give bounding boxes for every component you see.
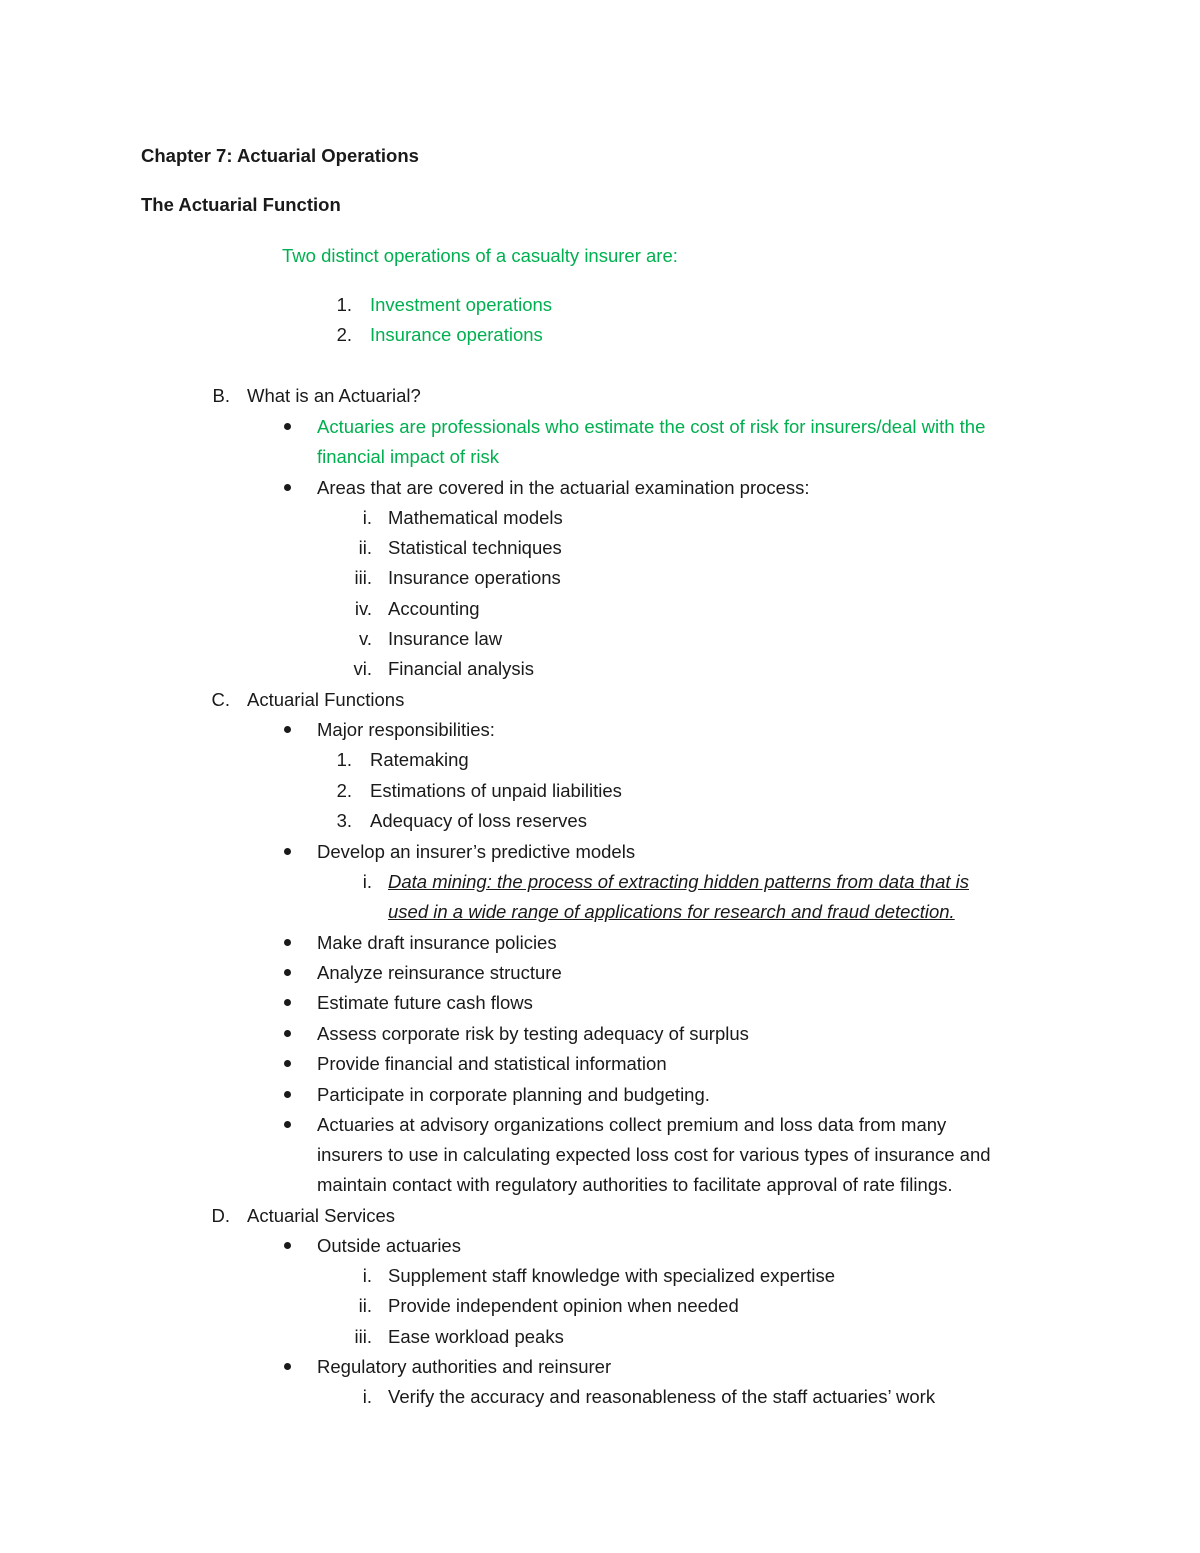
bullet-icon (284, 1363, 291, 1370)
list-item: Insurance operations (370, 324, 543, 345)
section-heading: Actuarial Functions (247, 689, 405, 710)
list-item: Insurance law (388, 628, 503, 649)
list-item: Insurance operations (388, 567, 561, 588)
list-item: maintain contact with regulatory authorities to facilitate approval of rate filings. (317, 1174, 953, 1195)
list-item: Estimations of unpaid liabilities (370, 780, 622, 801)
list-item: Actuaries are professionals who estimate the cost of risk for insurers/deal with the (317, 416, 986, 437)
bullet-icon (284, 1091, 291, 1098)
chapter-title: Chapter 7: Actuarial Operations (141, 145, 419, 166)
list-item: Supplement staff knowledge with specialized expertise (388, 1265, 835, 1286)
list-marker: i. (362, 1386, 372, 1407)
list-item: Mathematical models (388, 507, 563, 528)
list-item: Outside actuaries (317, 1235, 461, 1256)
section-heading: Actuarial Services (247, 1205, 396, 1226)
list-item: Ratemaking (370, 749, 469, 770)
bullet-icon (284, 1030, 291, 1037)
bullet-icon (284, 423, 291, 430)
intro-text: Two distinct operations of a casualty insurer are: (282, 245, 678, 266)
section-marker: D. (211, 1205, 230, 1226)
list-marker: iv. (354, 598, 372, 619)
section-marker: B. (212, 385, 230, 406)
section-marker: C. (211, 689, 230, 710)
list-item: Regulatory authorities and reinsurer (317, 1356, 612, 1377)
list-item: Provide financial and statistical information (317, 1053, 667, 1074)
list-marker: i. (362, 1265, 372, 1286)
list-item: Assess corporate risk by testing adequacy of surplus (317, 1023, 749, 1044)
list-marker: i. (362, 507, 372, 528)
list-marker: 3. (336, 810, 352, 831)
bullet-icon (284, 1060, 291, 1067)
list-marker: vi. (353, 658, 372, 679)
list-item: Ease workload peaks (388, 1326, 564, 1347)
list-marker: i. (362, 871, 372, 892)
bullet-icon (284, 848, 291, 855)
list-item: Financial analysis (388, 658, 535, 679)
list-marker: 1. (336, 749, 352, 770)
list-item: Analyze reinsurance structure (317, 962, 562, 983)
definition-text: used in a wide range of applications for research and fraud detection. (388, 901, 955, 922)
list-item: Provide independent opinion when needed (388, 1295, 739, 1316)
list-item: Make draft insurance policies (317, 932, 557, 953)
list-marker: 2. (336, 324, 352, 345)
bullet-icon (284, 726, 291, 733)
list-item: Areas that are covered in the actuarial examination process: (317, 477, 810, 498)
section-title: The Actuarial Function (141, 194, 341, 215)
list-marker: iii. (354, 1326, 372, 1347)
list-item: Develop an insurer’s predictive models (317, 841, 636, 862)
list-item: Actuaries at advisory organizations collect premium and loss data from many (317, 1114, 947, 1135)
list-item: financial impact of risk (317, 446, 499, 467)
bullet-icon (284, 1121, 291, 1128)
bullet-icon (284, 999, 291, 1006)
bullet-icon (284, 484, 291, 491)
section-heading: What is an Actuarial? (247, 385, 421, 406)
list-item: Verify the accuracy and reasonableness of the staff actuaries’ work (388, 1386, 936, 1407)
list-marker: ii. (358, 537, 372, 558)
list-marker: 2. (336, 780, 352, 801)
list-item: Estimate future cash flows (317, 992, 533, 1013)
list-item: Adequacy of loss reserves (370, 810, 587, 831)
list-marker: iii. (354, 567, 372, 588)
list-item: insurers to use in calculating expected loss cost for various types of insurance and (317, 1144, 991, 1165)
list-marker: 1. (336, 294, 352, 315)
bullet-icon (284, 1242, 291, 1249)
list-item: Accounting (388, 598, 480, 619)
definition-text: Data mining: the process of extracting hidden patterns from data that is (388, 871, 970, 892)
list-marker: ii. (358, 1295, 372, 1316)
list-marker: v. (358, 628, 372, 649)
bullet-icon (284, 939, 291, 946)
list-item: Statistical techniques (388, 537, 562, 558)
list-item: Major responsibilities: (317, 719, 495, 740)
list-item: Participate in corporate planning and budgeting. (317, 1084, 710, 1105)
list-item: Investment operations (370, 294, 553, 315)
bullet-icon (284, 969, 291, 976)
